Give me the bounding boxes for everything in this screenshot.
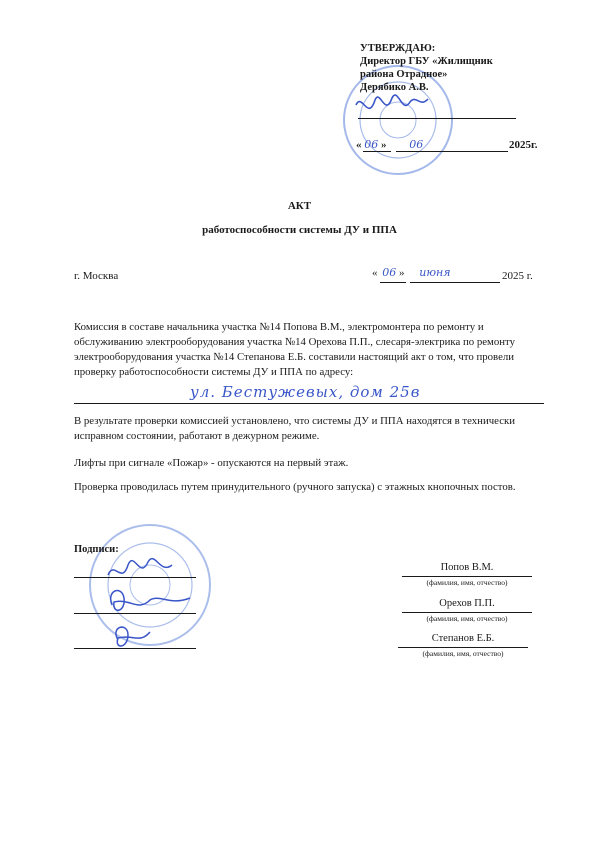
signatory-name-line-1	[402, 576, 532, 577]
signature-line-2	[74, 613, 196, 614]
approval-date-year: 2025г.	[509, 139, 538, 151]
signature-popov	[108, 559, 172, 575]
signatory-name-line-3	[398, 647, 528, 648]
approval-date	[356, 138, 423, 151]
director-signature	[356, 95, 428, 108]
signatory-caption-3: (фамилия, имя, отчество)	[422, 649, 504, 658]
lifts-paragraph: Лифты при сигнале «Пожар» - опускаются на первый этаж.	[74, 457, 349, 469]
signatory-caption-1: (фамилия, имя, отчество)	[426, 578, 508, 587]
document-date-day-line	[380, 282, 406, 283]
method-paragraph: Проверка проводилась путем принудительного (ручного запуска) с этажных кнопочных постов.	[74, 481, 516, 493]
signature-line-1	[74, 577, 196, 578]
approval-signature-line	[358, 118, 516, 119]
approval-date-month-line	[396, 151, 508, 152]
document-date-year: 2025 г.	[502, 270, 533, 282]
document-date-month: июня	[419, 266, 451, 279]
approval-line-1: Директор ГБУ «Жилищник	[360, 56, 493, 67]
signatures-heading: Подписи:	[74, 544, 119, 555]
city: г. Москва	[74, 270, 119, 282]
address-handwritten: ул. Бестужевых, дом 25в	[190, 383, 421, 401]
signatory-name-2: Орехов П.П.	[439, 598, 495, 609]
signatory-name-line-2	[402, 612, 532, 613]
approval-date-month: 06	[409, 138, 424, 151]
document-date-day: 06	[382, 266, 397, 279]
approval-line-2: района Отрадное»	[360, 69, 448, 80]
document-subtitle: работоспособности системы ДУ и ППА	[202, 224, 397, 236]
approval-heading: УТВЕРЖДАЮ:	[360, 43, 436, 54]
approval-block	[360, 42, 493, 94]
document-title: АКТ	[287, 200, 312, 212]
document-date-month-line	[410, 282, 500, 283]
approval-date-open: «	[356, 139, 362, 151]
signatory-name-1: Попов В.М.	[440, 562, 494, 573]
signatory-caption-2: (фамилия, имя, отчество)	[426, 614, 508, 623]
document-date	[372, 266, 451, 279]
signature-line-3	[74, 648, 196, 649]
signatory-name-3: Степанов Е.Б.	[431, 633, 495, 644]
commission-paragraph: Комиссия в составе начальника участка №14 Попова В.М., электромонтера по ремонту и обслуживанию электрооборудования участка №14 Орехова П.П., слесаря-электрика по ремонту электрооборудования участка №14 Степанова Е.Б. составили настоящий акт о том, что провели проверку работоспособности системы ДУ и ППА по адресу:	[74, 321, 515, 378]
signature-orekhov	[111, 591, 190, 611]
approval-date-day: 06	[364, 138, 379, 151]
document-date-mid: »	[399, 267, 405, 279]
approval-line-3: Дерябико А.В.	[360, 82, 429, 93]
approval-date-day-line	[363, 151, 391, 152]
signatures-stamp-seal	[90, 525, 210, 645]
address-line	[74, 403, 544, 404]
approval-date-mid: »	[381, 139, 387, 151]
result-paragraph: В результате проверки комиссией установлено, что системы ДУ и ППА находятся в технически исправном состоянии, работают в дежурном режиме.	[74, 415, 516, 442]
document-date-open: «	[372, 267, 378, 279]
